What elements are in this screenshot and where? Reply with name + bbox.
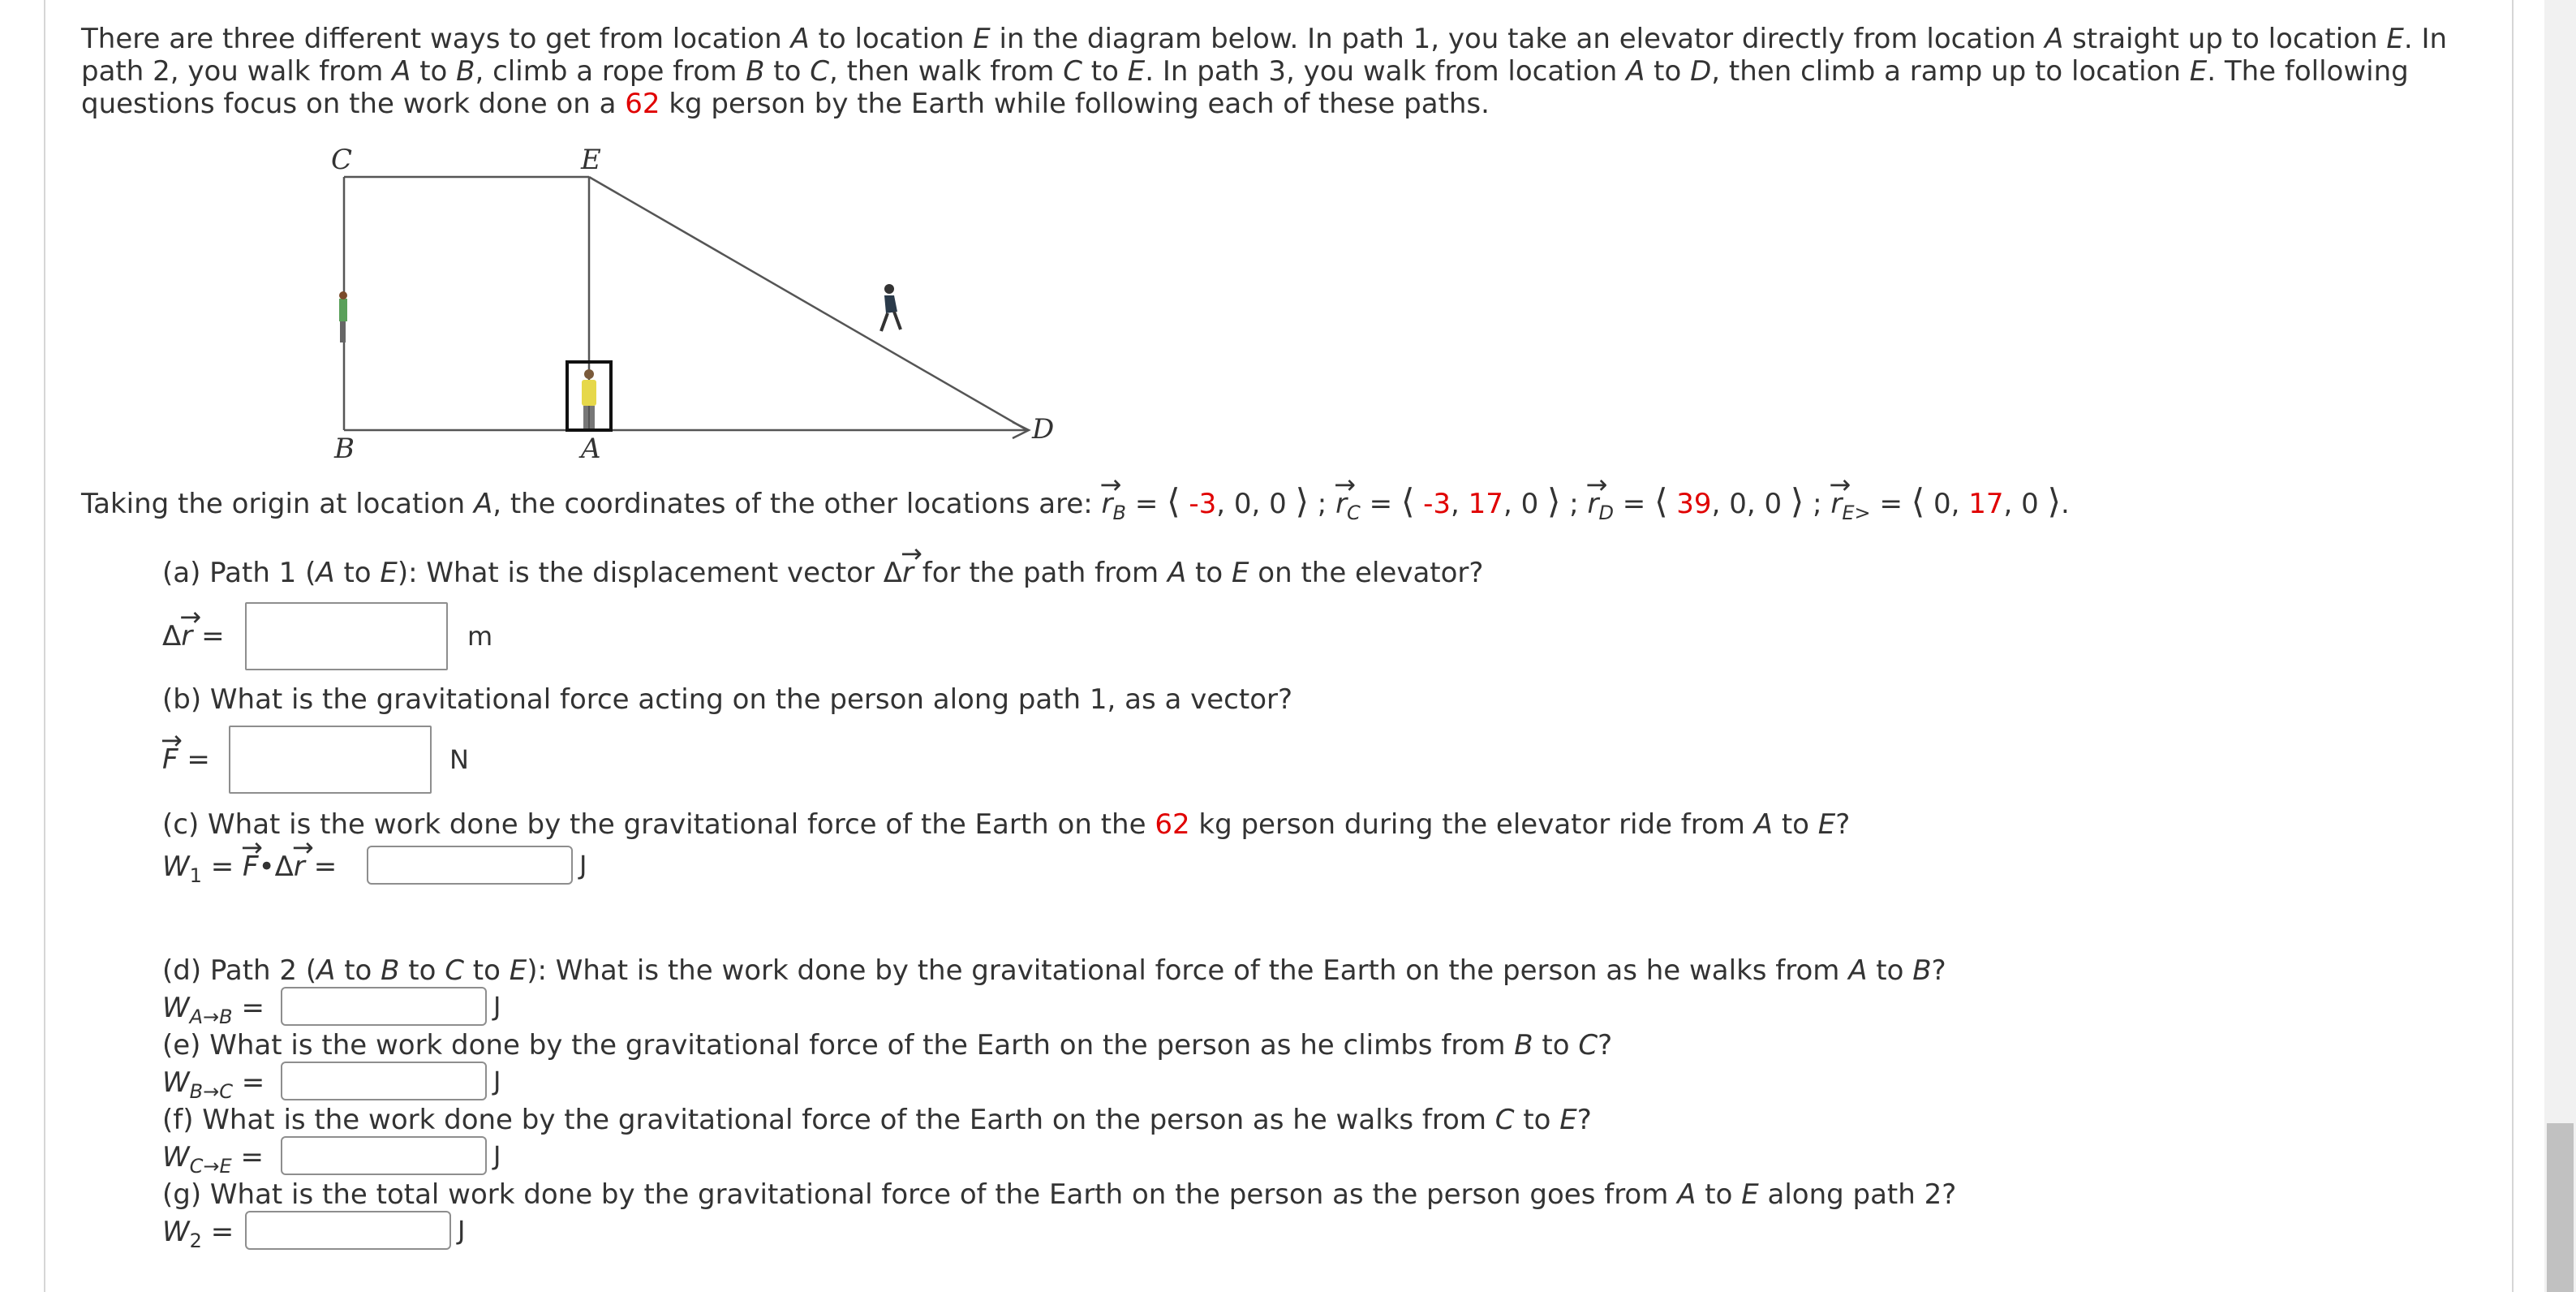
work-b-to-c-input[interactable]: [281, 1062, 487, 1100]
part-e-label: $W_{B\to C}$ =: [162, 1066, 265, 1103]
path-diagram: [264, 138, 1108, 471]
part-f-label: $W_{C\to E}$ =: [162, 1141, 264, 1178]
force-input[interactable]: [229, 726, 432, 794]
problem-statement: There are three different ways to get from location A to location E in the diagram below. In path 1, you take an elevator directly from location A straight up to location E. In path 2, you walk from A to B, climb a rope from B to C, then walk from C to E. In path 3, you walk from location A to D, then climb a ramp up to location E. The following questions focus on the work done on a 62 kg person by the Earth while following each of these paths.: [81, 23, 2448, 120]
part-c-unit: J: [579, 850, 587, 881]
scrollbar-thumb[interactable]: [2547, 1123, 2574, 1292]
part-g-label: $W_2$ =: [162, 1216, 234, 1252]
work-c-to-e-input[interactable]: [281, 1136, 487, 1175]
part-c-label: $W_1$ = → F•Δ→ r =: [162, 851, 337, 892]
part-c-question: (c) What is the work done by the gravitational force of the Earth on the 62 kg person during the elevator ride from A to E?: [162, 808, 1851, 841]
displacement-input[interactable]: [245, 602, 448, 670]
part-g-question: (g) What is the total work done by the gravitational force of the Earth on the person as the person goes from A to E along path 2?: [162, 1178, 1957, 1211]
rC-x: -3: [1423, 488, 1451, 520]
ramp-line: [589, 177, 1027, 430]
part-b-question: (b) What is the gravitational force acting on the person along path 1, as a vector?: [162, 683, 1293, 716]
label-B: B: [334, 433, 355, 465]
part-f-unit: J: [493, 1140, 501, 1171]
coordinates-line: Taking the origin at location A, the coordinates of the other locations are: → $r_B$ = ⟨ -3, 0, 0 ⟩ ; → $r_C$ = ⟨ -3, 17, 0 ⟩ ; → $r_D$ = ⟨ 39, 0, 0 ⟩ ; → $r_{E>}$ = ⟨ 0, 17, 0 ⟩.: [81, 485, 2070, 529]
part-a-label: Δ→ r =: [162, 620, 225, 652]
work-a-to-b-input[interactable]: [281, 987, 487, 1026]
part-e-unit: J: [493, 1066, 501, 1096]
rD-x: 39: [1676, 488, 1712, 520]
part-d-unit: J: [493, 991, 501, 1022]
rC-y: 17: [1468, 488, 1503, 520]
rB-x: -3: [1189, 488, 1217, 520]
problem-panel: [44, 0, 2514, 1292]
label-A: A: [581, 433, 601, 465]
part-b-label: → F =: [162, 743, 210, 776]
vertical-scrollbar[interactable]: [2544, 0, 2576, 1292]
label-D: D: [1032, 413, 1055, 446]
mass-value: 62: [625, 88, 660, 120]
part-a-unit: m: [467, 621, 493, 652]
part-b-unit: N: [449, 744, 469, 775]
part-d-label: $W_{A\to B}$ =: [162, 992, 264, 1028]
rE-y: 17: [1968, 488, 2004, 520]
work-w2-input[interactable]: [245, 1211, 451, 1250]
label-C: C: [331, 144, 353, 176]
part-g-unit: J: [458, 1215, 466, 1246]
label-E: E: [581, 144, 601, 176]
work-w1-input[interactable]: [367, 846, 573, 885]
rope-climber-figure: [339, 291, 347, 342]
part-f-question: (f) What is the work done by the gravitational force of the Earth on the person as he walks from C to E?: [162, 1104, 1592, 1136]
part-d-question: (d) Path 2 (A to B to C to E): What is the work done by the gravitational force of the Earth on the person as he walks from A to B?: [162, 954, 1946, 987]
ramp-walker-figure: [881, 284, 901, 331]
part-a-question: (a) Path 1 (A to E): What is the displacement vector Δ→ r for the path from A to E on the elevator?: [162, 557, 1483, 589]
part-e-question: (e) What is the work done by the gravitational force of the Earth on the person as he climbs from B to C?: [162, 1029, 1613, 1062]
